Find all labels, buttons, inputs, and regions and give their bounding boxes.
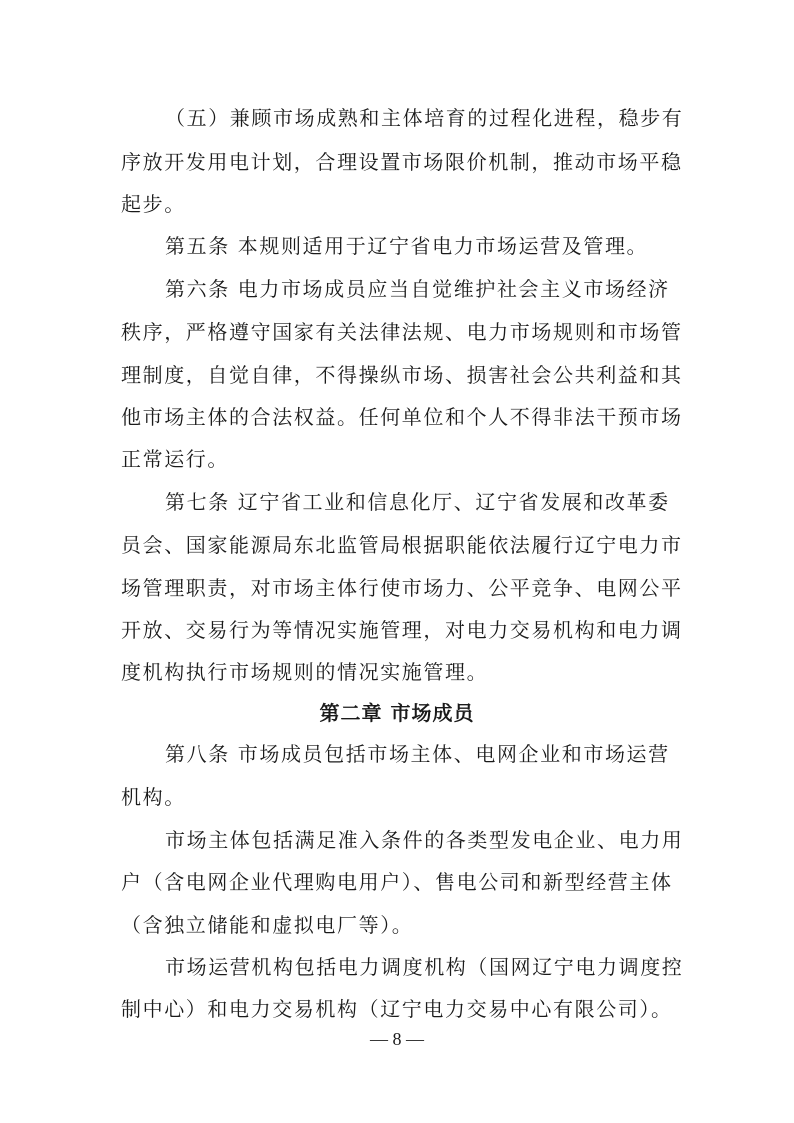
para-5-line-1: （五）兼顾市场成熟和主体培育的过程化进程，稳步有: [165, 106, 684, 130]
article-6-line-2: 秩序，严格遵守国家有关法律法规、电力市场规则和市场管: [121, 320, 683, 344]
article-6-line-1: 第六条 电力市场成员应当自觉维护社会主义市场经济: [165, 277, 670, 301]
article-8-line-1: 第八条 市场成员包括市场主体、电网企业和市场运营: [165, 742, 670, 766]
article-6-line-3: 理制度，自觉自律，不得操纵市场、损害社会公共利益和其: [121, 363, 683, 387]
article-6-line-5: 正常运行。: [121, 447, 229, 471]
article-7-line-1: 第七条 辽宁省工业和信息化厅、辽宁省发展和改革委: [165, 490, 670, 514]
article-7-line-4: 开放、交易行为等情况实施管理，对电力交易机构和电力调: [121, 618, 683, 642]
market-entities-line-1: 市场主体包括满足准入条件的各类型发电企业、电力用: [165, 828, 684, 852]
article-7-line-3: 场管理职责，对市场主体行使市场力、公平竞争、电网公平: [121, 576, 683, 600]
market-operators-line-2: 制中心）和电力交易机构（辽宁电力交易中心有限公司）。: [121, 997, 673, 1021]
article-7-line-5: 度机构执行市场规则的情况实施管理。: [121, 660, 489, 684]
market-entities-line-2: 户（含电网企业代理购电用户）、售电公司和新型经营主体: [121, 870, 673, 894]
para-5-line-2: 序放开发用电计划，合理设置市场限价机制，推动市场平稳: [121, 150, 683, 174]
market-operators-line-1: 市场运营机构包括电力调度机构（国网辽宁电力调度控: [165, 955, 684, 979]
article-6-line-4: 他市场主体的合法权益。任何单位和个人不得非法干预市场: [121, 405, 683, 429]
article-8-line-2: 机构。: [121, 785, 186, 809]
chapter-title: 第二章 市场成员: [319, 701, 475, 725]
article-7-line-2: 员会、国家能源局东北监管局根据职能依法履行辽宁电力市: [121, 533, 683, 557]
article-5-line-1: 第五条 本规则适用于辽宁省电力市场运营及管理。: [165, 234, 649, 258]
para-5-line-3: 起步。: [121, 192, 186, 216]
market-entities-line-3: （含独立储能和虚拟电厂等）。: [121, 913, 414, 937]
page-number: — 8 —: [370, 1029, 424, 1049]
